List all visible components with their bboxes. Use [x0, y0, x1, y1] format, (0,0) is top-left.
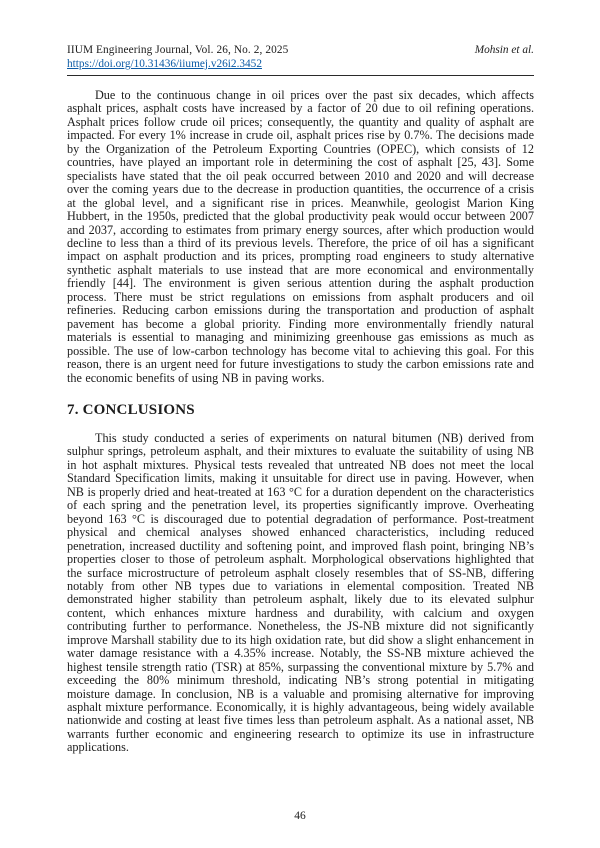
journal-header: IIUM Engineering Journal, Vol. 26, No. 2, 2025	[67, 44, 289, 56]
doi-link[interactable]: https://doi.org/10.31436/iiumej.v26i2.3452	[67, 58, 262, 70]
page-number: 46	[294, 810, 306, 822]
conclusions-paragraph: This study conducted a series of experiments on natural bitumen (NB) derived from sulphur springs, petroleum asphalt, and their mixtures to evaluate the suitability of using NB in hot asphalt mixtures. Physical tests revealed that untreated NB does not meet the local Standard Specification limits, making it unsuitable for direct use in paving. However, when NB is properly dried and heat-treated at 163 °C for a duration dependent on the characteristics of each spring and the penetration level, its properties significantly improve. Overheating beyond 163 °C is discouraged due to potential degradation of performance. Post-treatment physical and chemical analyses showed enhanced characteristics, including reduced penetration, increased ductility and softening point, and improved flash point, bringing NB’s properties closer to those of petroleum asphalt. Morphological observations highlighted that the surface microstructure of petroleum asphalt closely resembles that of SS-NB, differing notably from other NB types due to variations in elemental composition. Treated NB demonstrated higher stability than petroleum asphalt, likely due to its elevated sulphur content, which enhances mixture hardness and durability, with calcium and oxygen contributing further to performance. Nonetheless, the JS-NB mixture did not significantly improve Marshall stability due to its high oxidation rate, but did show a slight enhancement in water damage resistance with a 4.35% increase. Notably, the SS-NB mixture achieved the highest tensile strength ratio (TSR) at 85%, surpassing the conventional mixture by 5.7% and exceeding the 80% minimum threshold, indicating NB’s strong potential in mitigating moisture damage. In conclusion, NB is a valuable and promising alternative for improving asphalt mixture performance. Economically, it is highly advantageous, being widely available nationwide and costing at least five times less than petroleum asphalt. As a national asset, NB warrants further economic and engineering research to optimize its use in infrastructure applications.	[67, 430, 534, 755]
running-author: Mohsin et al.	[474, 44, 534, 56]
doi-row	[67, 58, 534, 71]
header-divider	[67, 75, 534, 76]
intro-paragraph: Due to the continuous change in oil prices over the past six decades, which affects asphalt prices, asphalt costs have increased by a factor of 20 due to oil refining operations. Asphalt prices follow crude oil prices; consequently, the quantity and quality of asphalt are impacted. For every 1% increase in crude oil, asphalt prices rise by 0.7%. The decisions made by the Organization of the Petroleum Exporting Countries (OPEC), which consists of 12 countries, have played an important role in determining the cost of asphalt [25, 43]. Some specialists have stated that the oil peak occurred between 2010 and 2020 and will decrease over the coming years due to the decrease in production quantities, the occurrence of a crisis at the global level, and a significant rise in prices. Meanwhile, geologist Marion King Hubbert, in the 1950s, predicted that the global productivity peak would occur between 2007 and 2037, according to estimates from primary energy sources, after which production would decline to less than a third of its previous levels. Therefore, the price of oil has a significant impact on asphalt production and its prices, prompting road engineers to study alternative synthetic asphalt materials to use instead that are more economical and environmentally friendly [44]. The environment is given serious attention during the asphalt production process. There must be strict regulations on emissions from asphalt producers and oil refineries. Reducing carbon emissions during the transportation and production of asphalt pavement has become a global priority. Finding more environmentally friendly natural materials is essential to managing and minimizing greenhouse gas emissions as much as possible. The use of low-carbon technology has become vital to achieving this goal. For this reason, there is an urgent need for future investigations to study the carbon emissions rate and the economic benefits of using NB in paving works.	[67, 88, 534, 385]
page-header	[67, 44, 534, 57]
conclusions-heading: 7. CONCLUSIONS	[67, 401, 195, 418]
